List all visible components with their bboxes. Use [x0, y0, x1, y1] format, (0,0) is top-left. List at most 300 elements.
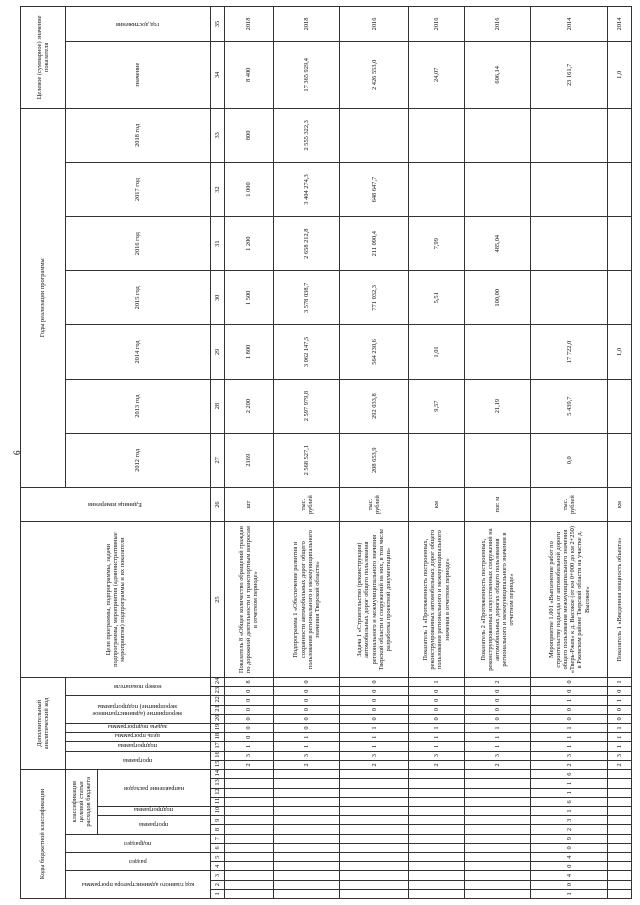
code-cell: 6	[531, 769, 608, 778]
year-value	[531, 108, 608, 162]
code-cell	[464, 825, 530, 834]
code-cell	[340, 769, 409, 778]
code-cell	[608, 779, 632, 788]
code-cell	[608, 852, 632, 861]
code-cell: 1	[531, 889, 608, 898]
code-cell: 2	[464, 760, 530, 769]
code-cell	[409, 806, 465, 815]
code-cell: 0	[273, 714, 339, 723]
code-cell: 1	[608, 696, 632, 705]
code-cell	[409, 769, 465, 778]
year-value: 100,00	[464, 271, 530, 325]
column-number: 15	[210, 760, 224, 769]
year-value: 211 090,4	[340, 217, 409, 271]
column-number: 32	[210, 162, 224, 216]
code-cell: 3	[340, 751, 409, 760]
name-column-header: Цели программы, подпрограммы, задачи подпрограммы, мероприятия (административные мероприятия) подпрограммы и их показатели	[21, 522, 211, 678]
program-header: программа	[139, 821, 169, 829]
code-cell	[608, 871, 632, 880]
target-year: 2014	[531, 7, 608, 42]
code-cell: 0	[340, 677, 409, 686]
code-cell: 2	[531, 825, 608, 834]
year-value	[409, 433, 465, 487]
code-cell	[273, 816, 339, 825]
year-value: 1 200	[224, 217, 273, 271]
code-cell	[340, 797, 409, 806]
code-cell: 3	[224, 751, 273, 760]
expense-direction-header: направление расходов	[123, 784, 184, 792]
code-cell: 2	[340, 760, 409, 769]
year-value	[608, 108, 632, 162]
code-cell: 0	[273, 705, 339, 714]
year-value: 2 555 322,3	[273, 108, 339, 162]
code-cell: 0	[273, 677, 339, 686]
code-cell: 4	[531, 871, 608, 880]
year-2013: 2013 год	[66, 379, 211, 433]
goal-code-header: цель программы	[115, 732, 161, 740]
column-number: 35	[210, 7, 224, 42]
code-cell: 2	[224, 760, 273, 769]
code-cell: 0	[340, 714, 409, 723]
year-2017: 2017 год	[66, 162, 211, 216]
code-cell	[273, 843, 339, 852]
code-cell	[409, 816, 465, 825]
year-value	[608, 271, 632, 325]
code-cell: 1	[531, 806, 608, 815]
code-cell: 3	[531, 816, 608, 825]
code-cell: 0	[531, 714, 608, 723]
column-number: 5	[210, 852, 224, 861]
year-value: 292 033,8	[340, 379, 409, 433]
code-cell: 0	[464, 714, 530, 723]
column-number: 12	[210, 788, 224, 797]
activity-code-header: мероприятие (административное мероприятие) подпрограммы	[92, 702, 183, 717]
code-cell	[224, 862, 273, 871]
code-cell	[409, 834, 465, 843]
code-cell	[273, 834, 339, 843]
code-cell: 1	[531, 788, 608, 797]
row-unit: тыс. рублей	[273, 487, 339, 522]
code-cell	[464, 797, 530, 806]
code-cell: 8	[224, 677, 273, 686]
row-unit: тыс. рублей	[340, 487, 409, 522]
code-cell	[340, 806, 409, 815]
code-cell	[464, 788, 530, 797]
code-cell	[273, 889, 339, 898]
code-cell: 9	[531, 834, 608, 843]
column-number: 29	[210, 325, 224, 379]
code-cell	[464, 880, 530, 889]
additional-code-header: Дополнительный аналитический код	[21, 677, 66, 769]
code-cell: 6	[531, 797, 608, 806]
code-cell: 0	[409, 687, 465, 696]
column-number: 30	[210, 271, 224, 325]
code-cell	[409, 788, 465, 797]
code-cell: 1	[464, 733, 530, 742]
code-cell: 4	[531, 852, 608, 861]
code-cell: 1	[608, 677, 632, 686]
table-row	[273, 7, 339, 899]
year-value: 1 000	[224, 162, 273, 216]
year-value: 9,57	[409, 379, 465, 433]
code-cell: 0	[608, 714, 632, 723]
code-cell: 0	[464, 687, 530, 696]
code-cell	[409, 779, 465, 788]
code-cell: 0	[340, 705, 409, 714]
column-number: 26	[210, 487, 224, 522]
code-cell	[608, 797, 632, 806]
column-number: 27	[210, 433, 224, 487]
code-cell: 0	[273, 696, 339, 705]
code-cell: 1	[531, 723, 608, 732]
code-cell: 3	[409, 751, 465, 760]
year-value	[608, 433, 632, 487]
subsection-header: подраздел	[124, 839, 152, 847]
indicator-code-header: номер показателя	[114, 683, 162, 691]
column-number-row	[210, 7, 224, 899]
code-cell	[340, 843, 409, 852]
year-value	[464, 108, 530, 162]
year-value	[464, 325, 530, 379]
code-cell	[340, 880, 409, 889]
column-number: 13	[210, 779, 224, 788]
code-cell: 3	[464, 751, 530, 760]
code-cell	[340, 816, 409, 825]
year-value	[608, 162, 632, 216]
code-cell: 0	[224, 696, 273, 705]
code-cell	[608, 825, 632, 834]
target-year: 2014	[608, 7, 632, 42]
year-value: 1 500	[224, 271, 273, 325]
year-value	[464, 162, 530, 216]
code-cell: 0	[409, 696, 465, 705]
column-number: 31	[210, 217, 224, 271]
target-year: 2018	[224, 7, 273, 42]
code-cell: 1	[409, 733, 465, 742]
code-cell	[340, 852, 409, 861]
code-cell	[273, 880, 339, 889]
page-number: 6	[12, 450, 22, 455]
row-unit: км	[409, 487, 465, 522]
code-cell	[608, 843, 632, 852]
row-name: Показатель 1 «Протяженность построенных, реконструированных автомобильных дорог общего пользования регионального и межмуниципального значения в отчетном периоде»	[409, 522, 465, 678]
code-cell: 1	[531, 733, 608, 742]
column-number: 3	[210, 871, 224, 880]
code-cell: 2	[531, 760, 608, 769]
code-cell: 0	[273, 687, 339, 696]
column-number: 21	[210, 705, 224, 714]
code-cell	[409, 889, 465, 898]
column-number: 16	[210, 751, 224, 760]
code-cell	[224, 788, 273, 797]
year-value	[608, 379, 632, 433]
column-number: 24	[210, 677, 224, 686]
column-number: 17	[210, 742, 224, 751]
code-cell	[409, 825, 465, 834]
year-2012: 2012 год	[66, 433, 211, 487]
year-value: 2 597 979,8	[273, 379, 339, 433]
year-value: 648 647,7	[340, 162, 409, 216]
code-cell: 3	[608, 751, 632, 760]
target-value: 23 161,7	[531, 41, 608, 108]
table-row	[409, 7, 465, 899]
code-cell	[340, 889, 409, 898]
code-cell: 1	[224, 742, 273, 751]
task-code-header: задача подпрограммы	[108, 723, 168, 731]
code-cell: 0	[409, 714, 465, 723]
admin-code-header: код главного администратора программы	[81, 881, 194, 889]
target-value: 24,07	[409, 41, 465, 108]
table-row	[464, 7, 530, 899]
years-header: Годы реализации программы	[21, 108, 66, 487]
year-value: 3 062 147,5	[273, 325, 339, 379]
code-cell	[273, 806, 339, 815]
code-cell	[340, 825, 409, 834]
code-cell: 1	[409, 677, 465, 686]
code-cell: 1	[273, 733, 339, 742]
target-year: 2018	[273, 7, 339, 42]
target-value-header: значение	[66, 41, 211, 108]
year-value: 1,01	[409, 325, 465, 379]
code-cell	[608, 889, 632, 898]
code-cell: 0	[531, 677, 608, 686]
year-value	[409, 108, 465, 162]
table-row	[224, 7, 273, 899]
code-cell	[409, 843, 465, 852]
program-code-header: программа	[123, 756, 153, 764]
code-cell: 3	[531, 751, 608, 760]
target-value: 17 365 929,4	[273, 41, 339, 108]
column-number: 34	[210, 41, 224, 108]
code-cell: 2	[608, 760, 632, 769]
subprogram-code-header: подпрограмма	[118, 741, 158, 749]
code-cell	[464, 806, 530, 815]
code-cell: 0	[340, 687, 409, 696]
column-number: 22	[210, 696, 224, 705]
year-value: 1,0	[608, 325, 632, 379]
row-name: Задача 1 «Строительство (реконструкция) автомобильных дорог общего пользования регионального и межмуниципального значения Тверской области и сооружений на них, в том числе разработка проектной документации»	[340, 522, 409, 678]
code-cell	[464, 834, 530, 843]
target-year: 2016	[340, 7, 409, 42]
row-name: Показатель 2 «Протяженность построенных, реконструированных искусственных сооружений на автомобильных дорогах общего пользования регионального и межмуниципального значения в отчетном периоде»	[464, 522, 530, 678]
code-cell: 0	[224, 723, 273, 732]
code-cell	[273, 769, 339, 778]
column-number: 6	[210, 843, 224, 852]
row-name: Подпрограмма 1 «Обеспечение развития и сохранности автомобильных дорог общего пользования регионального и межмуниципального значения Тверской области»	[273, 522, 339, 678]
code-cell	[273, 852, 339, 861]
target-value: 2 426 553,0	[340, 41, 409, 108]
code-cell: 0	[224, 714, 273, 723]
code-cell: 1	[531, 779, 608, 788]
code-cell	[409, 862, 465, 871]
year-2016: 2016 год	[66, 217, 211, 271]
code-cell: 1	[531, 742, 608, 751]
code-cell	[464, 862, 530, 871]
code-cell: 1	[340, 733, 409, 742]
code-cell	[608, 788, 632, 797]
code-cell	[464, 852, 530, 861]
target-group-header: Целевое (суммарное) значение показателя	[21, 7, 66, 109]
column-number: 19	[210, 723, 224, 732]
code-cell: 0	[340, 696, 409, 705]
code-cell: 1	[273, 742, 339, 751]
code-cell	[464, 779, 530, 788]
subprogram-header: подпрограмма	[134, 806, 174, 814]
code-cell	[273, 788, 339, 797]
year-value	[340, 108, 409, 162]
code-cell	[273, 779, 339, 788]
code-cell: 0	[608, 705, 632, 714]
year-value: 2169	[224, 433, 273, 487]
code-cell: 0	[224, 733, 273, 742]
code-cell	[608, 862, 632, 871]
code-cell	[224, 852, 273, 861]
column-number: 20	[210, 714, 224, 723]
row-name: Показатель 8 «Общее количество обращений граждан по дорожной деятельности и транспортным вопросам в отчетном периоде»	[224, 522, 273, 678]
year-value: 1 800	[224, 325, 273, 379]
code-cell	[409, 880, 465, 889]
code-cell	[224, 825, 273, 834]
table-row	[340, 7, 409, 899]
target-year: 2016	[409, 7, 465, 42]
budget-class-header: Коды бюджетной классификации	[21, 769, 66, 898]
column-number: 10	[210, 806, 224, 815]
year-value: 208 653,9	[340, 433, 409, 487]
code-cell	[273, 862, 339, 871]
code-cell	[273, 871, 339, 880]
code-cell: 0	[531, 687, 608, 696]
column-number: 7	[210, 834, 224, 843]
code-cell: 1	[409, 742, 465, 751]
row-unit: пог. м	[464, 487, 530, 522]
target-value: 8 400	[224, 41, 273, 108]
year-value: 7,99	[409, 217, 465, 271]
code-cell	[409, 852, 465, 861]
code-cell	[224, 871, 273, 880]
code-cell	[340, 788, 409, 797]
code-cell: 1	[464, 742, 530, 751]
code-cell	[409, 797, 465, 806]
code-cell: 0	[273, 723, 339, 732]
column-number: 23	[210, 687, 224, 696]
code-cell: 1	[608, 723, 632, 732]
code-cell: 2	[273, 760, 339, 769]
code-cell: 1	[409, 723, 465, 732]
code-cell	[224, 816, 273, 825]
section-header: раздел	[129, 858, 147, 866]
code-cell: 1	[531, 696, 608, 705]
target-year-header: год достижения	[116, 20, 160, 28]
code-cell	[273, 797, 339, 806]
code-cell	[340, 834, 409, 843]
code-cell	[224, 880, 273, 889]
year-value	[531, 217, 608, 271]
column-number: 28	[210, 379, 224, 433]
column-number: 9	[210, 816, 224, 825]
year-2018: 2018 год	[66, 108, 211, 162]
code-cell: 0	[464, 705, 530, 714]
code-cell	[273, 825, 339, 834]
column-number: 18	[210, 733, 224, 742]
table-row	[608, 7, 632, 899]
year-value	[409, 162, 465, 216]
program-table	[20, 6, 632, 899]
code-cell	[224, 779, 273, 788]
code-cell: 0	[464, 696, 530, 705]
year-value: 564 230,6	[340, 325, 409, 379]
code-cell	[464, 769, 530, 778]
year-2014: 2014 год	[66, 325, 211, 379]
target-year: 2016	[464, 7, 530, 42]
table-row	[531, 7, 608, 899]
code-cell: 0	[608, 687, 632, 696]
code-cell: 0	[531, 843, 608, 852]
year-value	[464, 433, 530, 487]
year-value: 771 032,3	[340, 271, 409, 325]
code-cell	[608, 880, 632, 889]
year-value: 0,0	[531, 433, 608, 487]
column-number: 4	[210, 862, 224, 871]
year-value: 800	[224, 108, 273, 162]
code-cell: 0	[531, 880, 608, 889]
row-name: Показатель 1 «Введенная мощность объекта»	[608, 522, 632, 678]
code-cell: 0	[224, 705, 273, 714]
code-cell	[224, 797, 273, 806]
code-cell	[608, 769, 632, 778]
year-value: 3 404 274,3	[273, 162, 339, 216]
code-cell	[224, 769, 273, 778]
year-value: 2 568 527,1	[273, 433, 339, 487]
column-number: 8	[210, 825, 224, 834]
year-value	[531, 162, 608, 216]
code-cell	[464, 843, 530, 852]
code-cell: 2	[409, 760, 465, 769]
code-cell	[224, 834, 273, 843]
code-cell: 0	[531, 862, 608, 871]
target-class-header: классификация целевой статьи расходов бюджета	[66, 769, 98, 834]
row-name: Мероприятие 1.001 «Выполнение работ по строительству подъезда от автомобильной дороги общего пользования межмуниципального значения «Тверь-Ржев» к д. Высокое (от км 0+000 до км 2+250) в Ржевском районе Тверской области на участке д. Высокое»	[531, 522, 608, 678]
code-cell: 3	[273, 751, 339, 760]
code-cell: 0	[224, 687, 273, 696]
code-cell: 2	[464, 677, 530, 686]
code-cell: 1	[464, 723, 530, 732]
row-unit: шт	[224, 487, 273, 522]
year-value: 5 439,7	[531, 379, 608, 433]
year-value: 3 578 038,7	[273, 271, 339, 325]
column-number: 2	[210, 880, 224, 889]
code-cell	[464, 871, 530, 880]
code-cell: 0	[409, 705, 465, 714]
column-number: 1	[210, 889, 224, 898]
year-value	[531, 271, 608, 325]
code-cell	[224, 889, 273, 898]
column-number: 25	[210, 522, 224, 678]
year-value: 2 200	[224, 379, 273, 433]
year-value: 485,04	[464, 217, 530, 271]
code-cell	[340, 862, 409, 871]
code-cell	[340, 871, 409, 880]
column-number: 14	[210, 769, 224, 778]
code-cell: 1	[340, 742, 409, 751]
year-2015: 2015 год	[66, 271, 211, 325]
code-cell	[464, 816, 530, 825]
code-cell	[224, 843, 273, 852]
row-unit: тыс. рублей	[531, 487, 608, 522]
year-value: 21,19	[464, 379, 530, 433]
year-value: 5,51	[409, 271, 465, 325]
code-cell: 0	[531, 705, 608, 714]
year-value: 17 722,0	[531, 325, 608, 379]
